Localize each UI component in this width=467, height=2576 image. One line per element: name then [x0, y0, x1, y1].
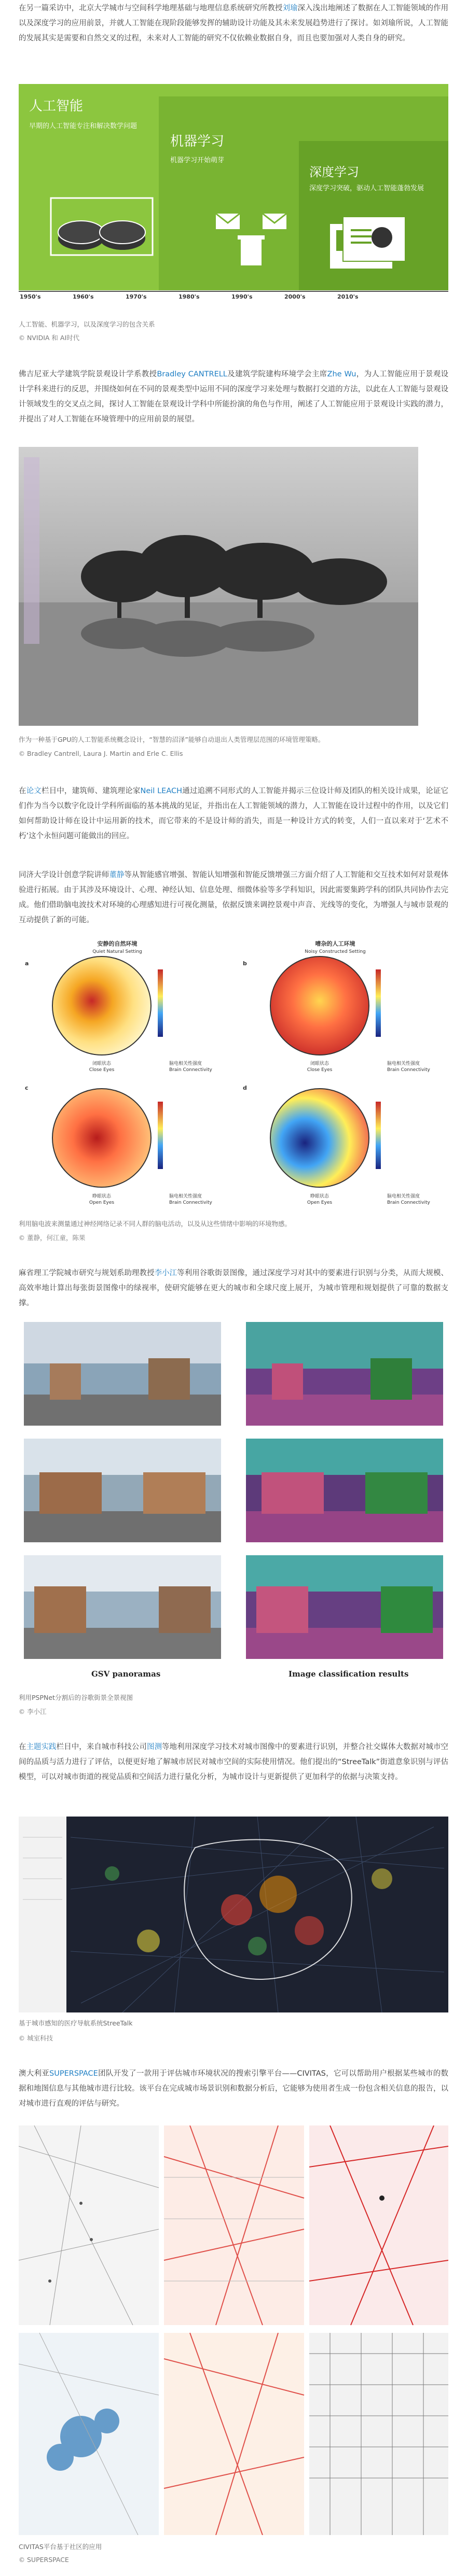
gsv-right-label: Image classification results [289, 1669, 409, 1679]
eye-label-en: Close Eyes [307, 1067, 333, 1073]
figure-credit: © 城室科技 [19, 2034, 53, 2042]
eye-label: 睁眼状态 [92, 1194, 112, 1199]
eye-label-en: Close Eyes [89, 1067, 115, 1073]
eye-label: 闭眼状态 [310, 1061, 329, 1066]
ml-subtitle: 机器学习开始萌芽 [170, 157, 225, 164]
panel-label: c [25, 1085, 29, 1091]
figure-caption: 作为一种基于GPU的人工智能系统概念设计，“智慧的沼泽”能够自动退出人类管理层范围的环境管理策略。 [19, 736, 325, 743]
year-label: 2000's [284, 293, 306, 300]
year-label: 1970's [126, 293, 147, 300]
panel-label: d [243, 1085, 247, 1091]
paragraph-intro [19, 1, 448, 46]
gsv-figure [19, 1317, 448, 1684]
gsv-left-label: GSV panoramas [91, 1669, 161, 1679]
eeg-subtitle-a: Quiet Natural Setting [92, 949, 142, 954]
timeline [19, 290, 448, 303]
legend-label: 脑电相关性强度 [387, 1061, 420, 1066]
eye-label-en: Open Eyes [307, 1200, 333, 1205]
figure-credit: © Bradley Cantrell, Laura J. Martin and Erle C. Ellis [19, 750, 183, 757]
paragraph-li: 麻省理工学院城市研究与规划系助理教授李小江等利用谷歌街景图像，通过深度学习对其中的要素进行识别与分类，从而大规模、高效率地计算出每张街景图像中的绿视率，使研究能够在更大的城市和全球尺度上展开，为城市管理和规划提供了可靠的数据支撑。 [19, 1269, 449, 1307]
paragraph-dong: 同济大学设计创意学院讲师董静等从智能感官增强、智能认知增强和智能反馈增强三方面介绍了人工智能和交互技术如何对景观体验进行拓展。由于其涉及环境设计、心理、神经认知、信息处理、细微体验等多学科知识，因此需要集跨学科的团队共同协作去完成。他们借助脑电波技术对环境的心理感知进行可视化测量，依据反馈来调控景观中声音、光线等的变化，为增强人与城市景观的互动提供了新的可能。 [19, 871, 449, 924]
figure-caption: 人工智能、机器学习，以及深度学习的包含关系 [19, 320, 155, 328]
legend-label-en: Brain Connectivity [169, 1200, 212, 1205]
ml-title: 机器学习 [170, 134, 225, 149]
dl-subtitle: 深度学习突破，驱动人工智能蓬勃发展 [309, 185, 424, 192]
link-name[interactable]: 图测 [146, 1743, 162, 1751]
link-column[interactable]: 主题实践 [26, 1743, 57, 1751]
legend-label-en: Brain Connectivity [387, 1067, 430, 1073]
year-label: 1990's [231, 293, 253, 300]
link-name[interactable]: Neil LEACH [140, 787, 183, 795]
paragraph-superspace: 澳大利亚SUPERSPACE团队开发了一款用于评估城市环境状况的搜索引擎平台——CIVITAS，它可以帮助用户根据某些城市的数据和地图信息与其他城市进行比较。该平台在完成城市场景识别和数据分析后，它能够为使用者生成一份包含相关信息的报告，以对城市进行直观的评估与研究。 [19, 2070, 448, 2108]
figure-credit: © 李小江 [19, 1708, 47, 1715]
year-label: 1980's [178, 293, 200, 300]
figure-caption: 基于城市感知的医疗导航系统StreeTalk [19, 2019, 133, 2027]
eeg-title-b: 嘈杂的人工环境 [315, 940, 355, 947]
link-name[interactable]: Zhe Wu [327, 370, 356, 378]
link-name[interactable]: 李小江 [154, 1269, 177, 1277]
link-name[interactable]: SUPERSPACE [49, 2070, 98, 2078]
figure-credit: © SUPERSPACE [19, 2556, 69, 2564]
figure-credit: © NVIDIA 和 AI时代 [19, 334, 80, 342]
eeg-title-a: 安静的自然环境 [97, 940, 138, 947]
text: 在另一篇采访中，北京大学城市与空间科学地理基础与地理信息系统研究所教授 [19, 4, 283, 12]
paragraph-leach: 在论文栏目中，建筑师、建筑理论家Neil LEACH通过追溯不同形式的人工智能并揭示三位设计师及团队的相关设计成果，论证它们作为当今以数字化设计学科所面临的基本挑战的见证，并指出在人工智能领域的潜力，人工智能在设计过程中的作用，以及它们如何帮助设计师在设计中运用新的技术，而它带来的不是设计师的消失，而是一种设计方式的转变，人们一直以来对于‘艺术不朽’这个永恒问题可能做出的回应。 [19, 787, 448, 840]
figure-caption: 利用脑电波来测量通过神经网络记录不同人群的脑电活动，以及从这些情绪中影响的环境物感。 [19, 1220, 292, 1228]
legend-label: 脑电相关性强度 [169, 1194, 202, 1199]
link-name[interactable]: Bradley CANTRELL [157, 370, 227, 378]
ai-subtitle: 早期的人工智能专注和解决数学问题 [29, 122, 138, 130]
eye-label: 睁眼状态 [310, 1194, 329, 1199]
streetalk-map [19, 1817, 448, 2012]
ai-title: 人工智能 [29, 98, 84, 114]
eye-label-en: Open Eyes [89, 1200, 115, 1205]
figure-credit: © 董静，何江童，陈果 [19, 1234, 86, 1242]
link-column[interactable]: 论文 [26, 787, 42, 795]
link-name[interactable]: 董静 [109, 871, 125, 879]
eye-label: 闭眼状态 [92, 1061, 112, 1066]
legend-label-en: Brain Connectivity [387, 1200, 430, 1205]
civitas-maps [19, 2125, 448, 2535]
year-label: 2010's [337, 293, 359, 300]
figure-caption: 利用PSPNet分割后的谷歌街景全景视图 [19, 1694, 133, 1701]
figure-caption: CIVITAS平台基于社区的应用 [19, 2543, 102, 2551]
photo-cards-icon [330, 217, 405, 269]
eeg-subtitle-b: Noisy Constructed Setting [305, 949, 366, 954]
panel-label: b [243, 960, 247, 967]
swamp-photo [19, 447, 418, 726]
panel-label: a [25, 960, 29, 967]
year-label: 1950's [20, 293, 41, 300]
paragraph-cantrell: 佛吉尼亚大学建筑学院景观设计学系教授Bradley CANTRELL及建筑学院建构环境学会主席Zhe Wu，为人工智能应用于景观设计学科来进行的反思，并围绕如何在不同的景观类型中运用不同的深度学习来处理与数据打交道的方法，以此在人工智能与景观设计领域发生的交叉点之间，探讨人工智能在景观设计学科中所能扮演的角色与作用，阐述了人工智能应用于景观设计实践的潜力，并提出了对人工智能在环境管理中的应用前景的展望。 [19, 370, 449, 424]
paragraph-streetalk: 在主题实践栏目中，来自城市科技公司图测等地利用深度学习技术对城市图像中的要素进行识别，并整合社交媒体大数据对城市空间的品质与活力进行了评估，以便更好地了解城市居民对城市空间的实际使用情况。他们提出的“StreeTalk”街道意象识别与评估模型，可以对城市街道的视觉品质和空间活力进行量化分析，为城市设计与更新提供了更加科学的依据与决策支持。 [19, 1743, 449, 1781]
legend-label: 脑电相关性强度 [387, 1194, 420, 1199]
ai-ml-dl-figure [19, 84, 448, 303]
dl-title: 深度学习 [309, 165, 359, 179]
eeg-figure [19, 938, 448, 1213]
year-label: 1960's [73, 293, 94, 300]
text: 深入浅出地阐述了数据在人工智能领域的作用以及深度学习的应用前景，并就人工智能在现阶段能够发挥的辅助设计功能及其未来发展趋势进行了探讨。如刘瑜所说，人工智能的发展其实是需要和自然交叉的过程，未来对人工智能的研究不仅依赖业数据自身，而且也要加强对人类自身的研究。 [19, 4, 449, 43]
link-name[interactable]: 刘瑜 [282, 4, 298, 12]
legend-label-en: Brain Connectivity [169, 1067, 212, 1073]
legend-label: 脑电相关性强度 [169, 1061, 202, 1066]
